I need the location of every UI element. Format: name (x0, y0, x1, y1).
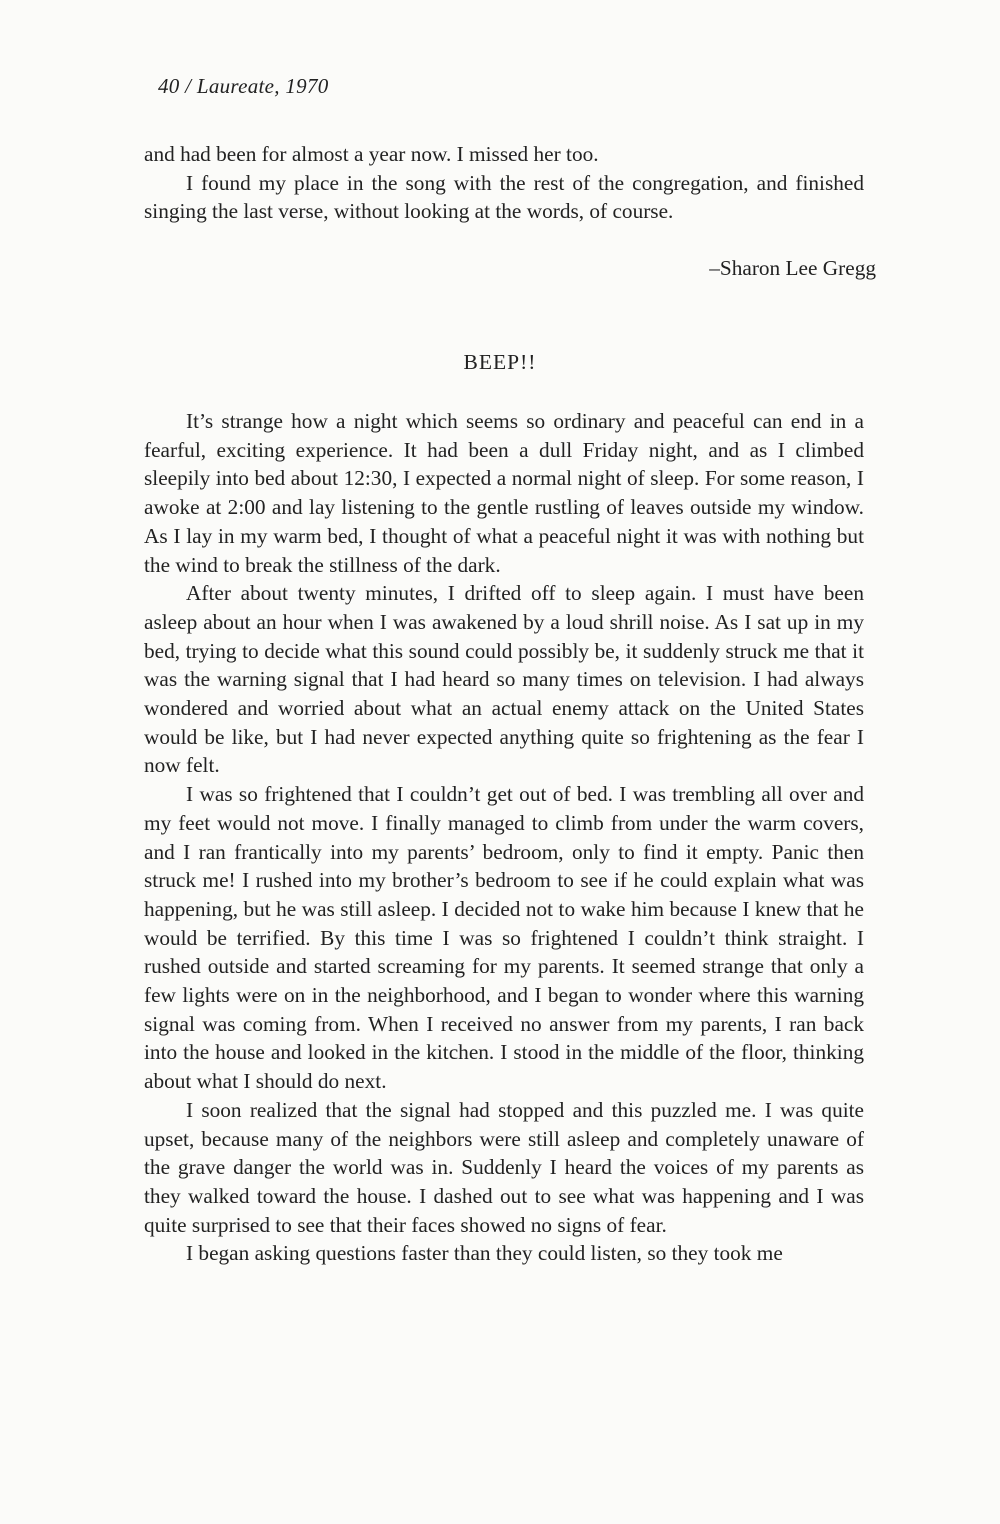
running-head: 40 / Laureate, 1970 (158, 74, 329, 98)
previous-piece-paragraph-1: and had been for almost a year now. I missed her too. (144, 142, 599, 166)
story-paragraph-4: I soon realized that the signal had stopped and this puzzled me. I was quite upset, because many of the neighbors were still asleep and completely unaware of the grave danger the world was in. Suddenly I heard the voices of my parents as they walked toward the house. I dashed out to see what was happening and I was quite surprised to see that their faces showed no signs of fear. (144, 1097, 864, 1237)
story-paragraph-5: I began asking questions faster than they could listen, so they took me (186, 1241, 783, 1266)
story-paragraph-1: It’s strange how a night which seems so ordinary and peaceful can end in a fearful, exciting experience. It had been a dull Friday night, and as I climbed sleepily into bed about 12:30, I expected a normal night of sleep. For some reason, I awoke at 2:00 and lay listening to the gentle rustling of leaves outside my window. As I lay in my warm bed, I thought of what a peaceful night it was with nothing but the wind to break the stillness of the dark. (144, 409, 864, 577)
story-paragraph-2: After about twenty minutes, I drifted off to sleep again. I must have been asleep about an hour when I was awakened by a loud shrill noise. As I sat up in my bed, trying to decide what this sound could possibly be, it suddenly struck me that it was the warning signal that I had heard so many times on television. I had always wondered and worried about what an actual enemy attack on the United States would be like, but I had never expected anything quite so frightening as the fear I now felt. (144, 581, 864, 778)
author-signature: –Sharon Lee Gregg (709, 256, 876, 280)
story-body (144, 407, 864, 1268)
previous-piece-text (144, 140, 864, 226)
previous-piece-paragraph-2: I found my place in the song with the rest of the congregation, and finished singing the last verse, without looking at the words, of course. (144, 170, 864, 224)
story-title: BEEP!! (463, 350, 537, 374)
story-paragraph-3: I was so frightened that I couldn’t get out of bed. I was trembling all over and my feet would not move. I finally managed to climb from under the warm covers, and I ran frantically into my parents’ bedroom, only to find it empty. Panic then struck me! I rushed into my brother’s bedroom to see if he could explain what was happening, but he was still asleep. I decided not to wake him because I knew that he would be terrified. By this time I was so frightened I couldn’t think straight. I rushed outside and started screaming for my parents. It seemed strange that only a few lights were on in the neighborhood, and I began to wonder where this warning signal was coming from. When I received no answer from my parents, I ran back into the house and looked in the kitchen. I stood in the middle of the floor, thinking about what I should do next. (144, 782, 864, 1094)
